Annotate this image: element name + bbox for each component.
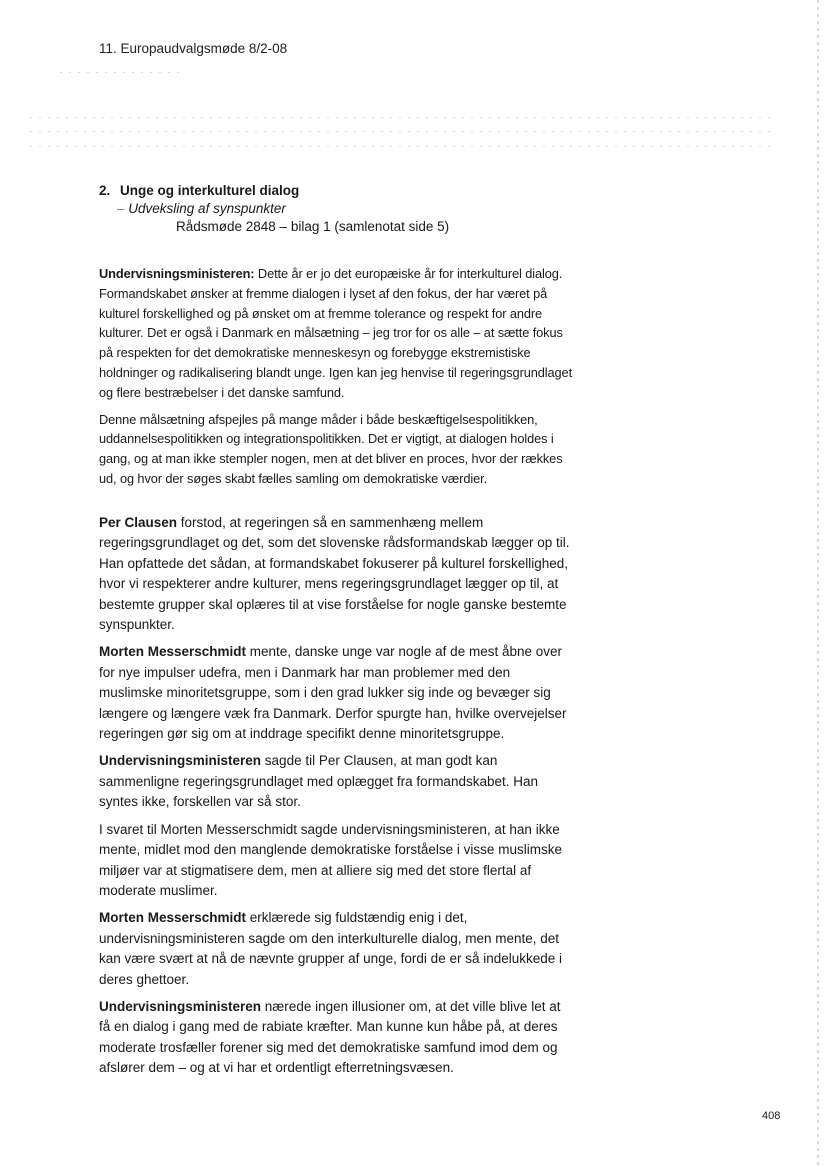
scan-noise-line <box>30 146 770 147</box>
paragraph-text: mente, danske unge var nogle af de mest åbne over for nye impulser udefra, men i Danmark har man problemer med den muslimske minoritetsgruppe, som i den grad lukker sig inde og bevæger sig længere og længere væk fra Danmark. Derfor spurgte han, hvilke overvejelser regeringen gør sig om at inddrage specifikt denne minoritetsgruppe. <box>99 644 567 742</box>
speaker-name: Morten Messerschmidt <box>99 910 247 926</box>
debate-section <box>99 513 575 1086</box>
agenda-subtitle <box>117 201 579 216</box>
agenda-reference: Rådsmøde 2848 – bilag 1 (samlenotat side 5) <box>176 219 450 234</box>
speaker-name: Morten Messerschmidt <box>99 644 247 660</box>
agenda-item <box>99 183 579 234</box>
paragraph-text: Dette år er jo det europæiske år for interkulturel dialog. Formandskabet ønsker at fremme dialogen i lyset af den fokus, der har været på kulturel forskellighed og på ønsket om at fremme tolerance og respekt for andre kulturer. Det er også i Danmark en målsætning – jeg tror for os alle – at sætte fokus på respekten for det demokratiske menneskesyn og forebygge ekstremistiske holdninger og radikalisering blandt unge. Igen kan jeg henvise til regeringsgrundlaget og flere bestræbelser i det danske samfund. <box>99 266 573 400</box>
agenda-title <box>99 183 579 198</box>
paragraph <box>99 264 575 403</box>
speaker-name: Per Clausen <box>99 515 178 530</box>
paragraph <box>99 513 575 635</box>
meeting-header: 11. Europaudvalgsmøde 8/2-08 <box>99 41 288 56</box>
agenda-title-text: Unge og interkulturel dialog <box>120 183 300 198</box>
speaker-name: Undervisningsministeren: <box>99 266 255 281</box>
scan-noise-line <box>30 131 770 132</box>
paragraph <box>99 908 575 990</box>
speaker-name: Undervisningsministeren <box>99 753 262 769</box>
minister-statement <box>99 264 575 496</box>
paragraph-text: forstod, at regeringen så en sammenhæng mellem regeringsgrundlaget og det, som det slovenske rådsformandskab lægger op til. Han opfattede det sådan, at formandskabet fokuserer på kulturel forskellighed, hvor vi respekterer andre kulturer, mens regeringsgrundlaget lægger op til, at bestemte grupper skal oplæres til at vise forståelse for nogle ganske bestemte synspunkter. <box>99 515 570 633</box>
agenda-subtitle-text: Udveksling af synspunkter <box>128 201 286 216</box>
scan-noise-line <box>30 117 770 118</box>
paragraph <box>99 820 575 902</box>
paragraph-text: Denne målsætning afspejles på mange måder i både beskæftigelsespolitikken, uddannelsespolitikken og integrationspolitikken. Det er vigtigt, at dialogen holdes i gang, og at man ikke stempler nogen, men at det bliver en proces, hvor der rækkes ud, og hvor der søges skabt fælles samling om demokratiske værdier. <box>99 411 563 486</box>
agenda-number: 2. <box>99 183 111 198</box>
paragraph-text: sagde til Per Clausen, at man godt kan sammenligne regeringsgrundlaget med oplægget fra formandskabet. Han syntes ikke, forskellen var så stor. <box>99 753 539 810</box>
paragraph <box>99 642 575 744</box>
agenda-dash: – <box>117 201 125 216</box>
paragraph-text: nærede ingen illusioner om, at det ville blive let at få en dialog i gang med de rabiate kræfter. Man kunne kun håbe på, at deres moderate trosfæller forener sig med det demokratiske samfund imod dem og afslører dem – og at vi har et ordentligt efterretningsvæsen. <box>99 998 561 1076</box>
paragraph <box>99 751 575 812</box>
scan-noise-line <box>60 72 180 73</box>
paragraph <box>99 410 575 489</box>
scan-edge-artifact <box>817 0 819 1167</box>
paragraph-text: I svaret til Morten Messerschmidt sagde undervisningsministeren, at han ikke mente, midlet mod den manglende demokratiske forståelse i visse muslimske miljøer var at stigmatisere dem, men at alliere sig med det store flertal af moderate muslimer. <box>99 821 562 898</box>
speaker-name: Undervisningsministeren <box>99 998 262 1014</box>
paragraph-text: erklærede sig fuldstændig enig i det, undervisningsministeren sagde om den interkulturelle dialog, men mente, det kan være svært at nå de nævnte grupper af unge, fordi de er så indelukkede i deres ghettoer. <box>99 910 563 987</box>
page-number: 408 <box>762 1110 781 1122</box>
paragraph <box>99 997 575 1079</box>
